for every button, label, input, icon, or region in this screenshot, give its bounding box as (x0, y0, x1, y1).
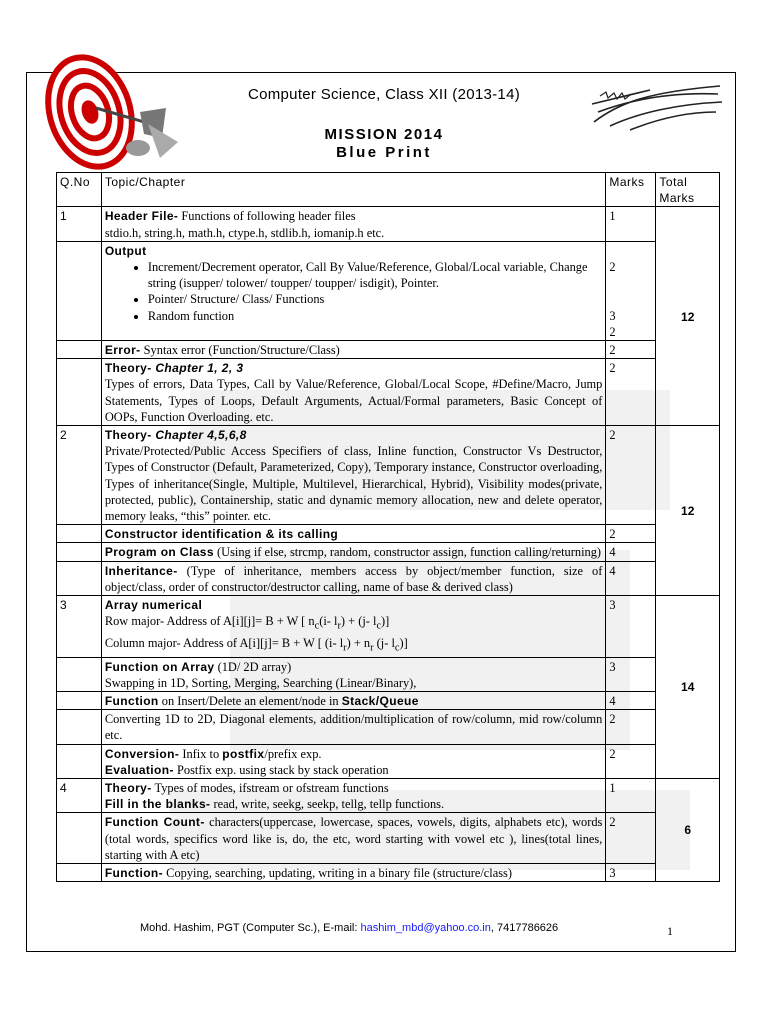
blueprint-table (56, 172, 720, 882)
table-row (57, 359, 720, 426)
header-total: Total Marks (656, 173, 720, 207)
table-row (57, 813, 720, 864)
mission-title: MISSION 2014 (324, 126, 444, 143)
table-row (57, 595, 720, 657)
topic-cell: Array numerical Row major- Address of A[i][j]= B + W [ $n_c(i-$ $l_r) + (j-$ $l_c$)] Column major- Address of A[i][j]= B + W [ (i- $l_r) + n_r$ (j- $l_c$)] (101, 595, 606, 657)
marks-cell: 2 (606, 710, 656, 744)
table-row (57, 863, 720, 881)
qno-cell: 3 (57, 595, 102, 657)
table-row (57, 710, 720, 744)
topic-cell: Function Count- characters(uppercase, lowercase, spaces, vowels, digits, alphabets etc), words (total words, specifics word like is, do, the etc, word starting with vowel etc ), lines(total lines, starting with A etc) (101, 813, 606, 864)
header-topic: Topic/Chapter (101, 173, 606, 207)
table-row (57, 561, 720, 595)
topic-cell: Theory- Chapter 4,5,6,8 Private/Protected/Public Access Specifiers of class, Inline function, Constructor Vs Destructor, Types of Constructor (Default, Parameterized, Copy), Temporary instance, Constructor overloading, Types of inheritance(Single, Multiple, Multilevel, Hierarchical, Hybrid), Visibility modes(private, protected, public), Containership, static and dynamic memory allocation, new and delete operator, memory leaks, “this” pointer. etc. (101, 425, 606, 524)
header-qno: Q.No (57, 173, 102, 207)
table-row (57, 543, 720, 561)
marks-cell: 2 (606, 525, 656, 543)
marks-cell: 2 (606, 744, 656, 778)
table-row (57, 657, 720, 691)
marks-cell: 3 (606, 657, 656, 691)
marks-cell: 2 (606, 340, 656, 358)
marks-cell: 2 3 2 (606, 241, 656, 340)
table-row (57, 207, 720, 241)
qno-cell: 1 (57, 207, 102, 241)
table-row (57, 778, 720, 812)
topic-cell: Constructor identification & its calling (101, 525, 606, 543)
marks-cell: 3 (606, 595, 656, 657)
topic-cell: Error- Syntax error (Function/Structure/Class) (101, 340, 606, 358)
qno-cell: 4 (57, 778, 102, 812)
blueprint-title: Blue Print (336, 144, 432, 161)
table-row (57, 425, 720, 524)
marks-cell: 4 (606, 691, 656, 709)
dartboard-logo (28, 30, 188, 190)
marks-cell: 4 (606, 543, 656, 561)
footer-contact: Mohd. Hashim, PGT (Computer Sc.), E-mail: hashim_mbd@yahoo.co.in, 7417786626 (140, 922, 559, 934)
topic-cell: Theory- Types of modes, ifstream or ofstream functions Fill in the blanks- read, write, seekg, seekp, tellg, tellp functions. (101, 778, 606, 812)
course-title: Computer Science, Class XII (2013-14) (247, 86, 521, 103)
table-row (57, 340, 720, 358)
qno-cell: 2 (57, 425, 102, 524)
table-row (57, 525, 720, 543)
marks-cell: 4 (606, 561, 656, 595)
marks-cell: 3 (606, 863, 656, 881)
total-marks-cell: 12 (656, 425, 720, 595)
topic-cell: Function- Copying, searching, updating, writing in a binary file (structure/class) (101, 863, 606, 881)
header-marks: Marks (606, 173, 656, 207)
marks-cell: 2 (606, 813, 656, 864)
page-number: 1 (667, 924, 673, 938)
marks-cell: 1 (606, 778, 656, 812)
topic-cell: Theory- Chapter 1, 2, 3 Types of errors, Data Types, Call by Value/Reference, Global/Local Scope, #Define/Macro, Jump Statements, Types of Loops, Default Arguments, Actual/Formal parameters, Basic Concept of OOPs, Function Overloading. etc. (101, 359, 606, 426)
topic-cell: Conversion- Infix to postfix/prefix exp. Evaluation- Postfix exp. using stack by stack operation (101, 744, 606, 778)
topic-cell: Header File- Functions of following header files stdio.h, string.h, math.h, ctype.h, stdlib.h, iomanip.h etc. (101, 207, 606, 241)
topic-cell: Function on Insert/Delete an element/node in Stack/Queue (101, 691, 606, 709)
topic-cell: Converting 1D to 2D, Diagonal elements, addition/multiplication of row/column, mid row/column etc. (101, 710, 606, 744)
table-row (57, 744, 720, 778)
topic-cell: Program on Class (Using if else, strcmp, random, constructor assign, function calling/returning) (101, 543, 606, 561)
marks-cell: 2 (606, 359, 656, 426)
marks-cell: 1 (606, 207, 656, 241)
table-row (57, 241, 720, 340)
total-marks-cell: 12 (656, 207, 720, 426)
total-marks-cell: 6 (656, 778, 720, 881)
table-header-row (57, 173, 720, 207)
topic-cell: Inheritance- (Type of inheritance, members access by object/member function, size of object/class, order of constructor/destructor calling, name of base & derived class) (101, 561, 606, 595)
topic-cell: Function on Array (1D/ 2D array) Swapping in 1D, Sorting, Merging, Searching (Linear/Binary), (101, 657, 606, 691)
table-row (57, 691, 720, 709)
total-marks-cell: 14 (656, 595, 720, 778)
topic-cell: Output • Increment/Decrement operator, Call By Value/Reference, Global/Local variable, Change string (isupper/ tolower/ toupper/ toupper/ isdigit), Pointer. • Pointer/ Structure/ Class/ Functions • Random function (101, 241, 606, 340)
marks-cell: 2 (606, 425, 656, 524)
email-link[interactable]: hashim_mbd@yahoo.co.in (360, 922, 491, 934)
